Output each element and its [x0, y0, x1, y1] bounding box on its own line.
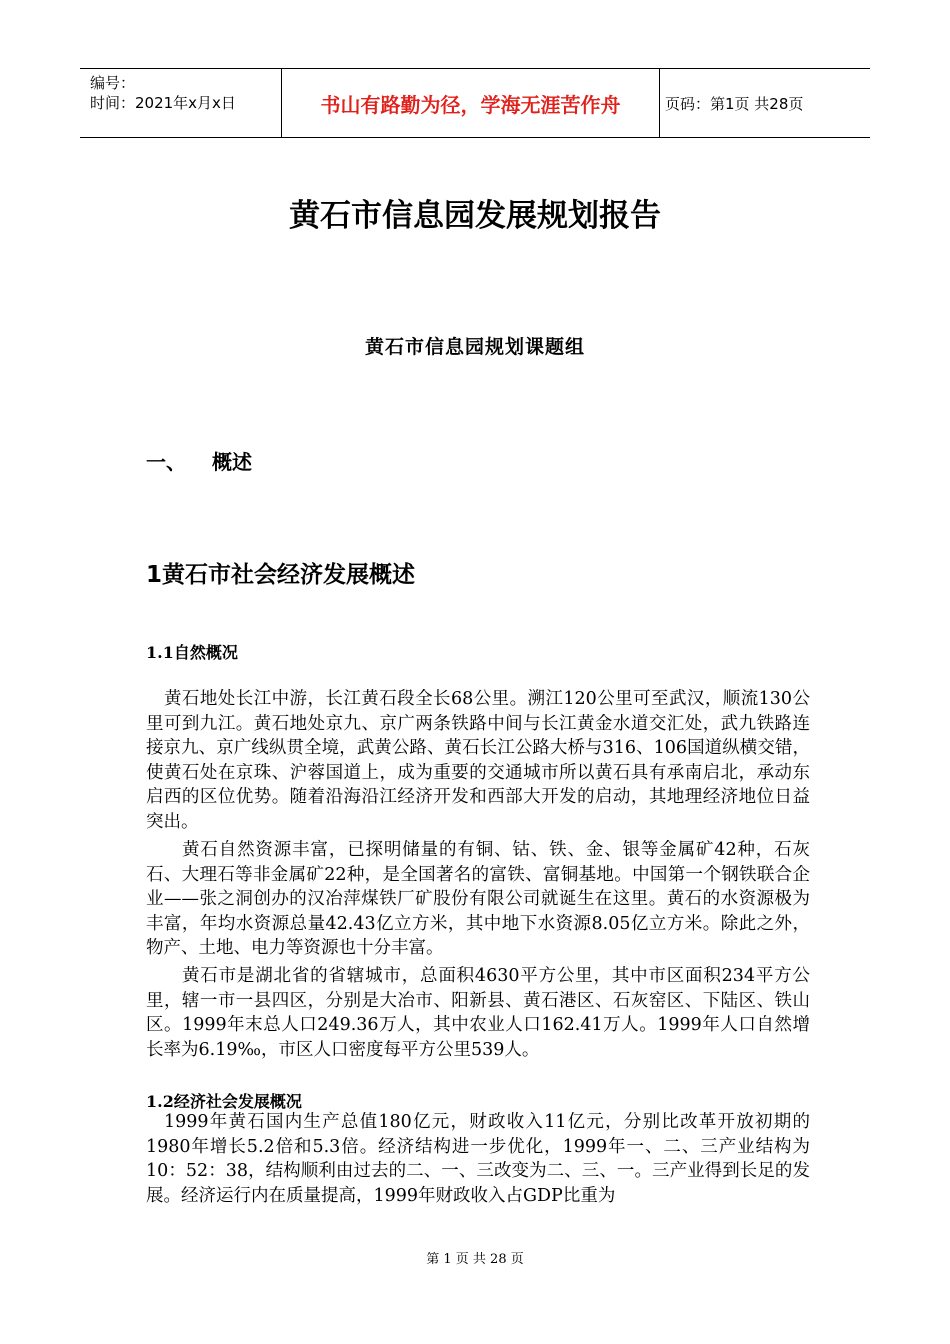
document-header [80, 68, 870, 138]
subsection-heading-1-1: 1.1自然概况 [146, 643, 238, 662]
section-title: 概述 [212, 450, 252, 474]
paragraph: 黄石地处长江中游，长江黄石段全长68公里。溯江120公里可至武汉，顺流130公里可到九江。黄石地处京九、京广两条铁路中间与长江黄金水道交汇处，武九铁路连接京九、京广线纵贯全境，武黄公路、黄石长江公路大桥与316、106国道纵横交错，使黄石处在京珠、沪蓉国道上，成为重要的交通城市所以黄石具有承南启北，承动东启西的区位优势。随着沿海沿江经济开发和西部大开发的启动，其地理经济地位日益突出。 [146, 689, 810, 832]
section-number: 一、 [146, 450, 186, 474]
header-page-label: 页码：第1页 共28页 [665, 94, 804, 113]
document-subtitle: 黄石市信息园规划课题组 [364, 336, 585, 358]
section-heading-1-1: 1黄石市社会经济发展概述 [146, 562, 416, 588]
header-motto: 书山有路勤为径，学海无涯苦作舟 [282, 69, 660, 137]
page-footer: 第 1 页 共 28 页 [426, 1252, 524, 1267]
header-info-cell [80, 69, 282, 137]
subsection-heading-1-2: 1.2经济社会发展概况 [146, 1092, 302, 1111]
section-heading-1 [146, 446, 252, 475]
document-title: 黄石市信息园发展规划报告 [289, 198, 661, 234]
code-label: 编号： [90, 74, 136, 92]
paragraph: 黄石自然资源丰富，已探明储量的有铜、钴、铁、金、银等金属矿42种，石灰石、大理石等非金属矿22种，是全国著名的富铁、富铜基地。中国第一个钢铁联合企业——张之洞创办的汉冶萍煤铁厂矿股份有限公司就诞生在这里。黄石的水资源极为丰富，年均水资源总量42.43亿立方米，其中地下水资源8.05亿立方米。除此之外，物产、土地、电力等资源也十分丰富。 [146, 840, 810, 958]
paragraph: 黄石市是湖北省的省辖城市，总面积4630平方公里，其中市区面积234平方公里，辖一市一县四区，分别是大冶市、阳新县、黄石港区、石灰窑区、下陆区、铁山区。1999年末总人口249.36万人，其中农业人口162.41万人。1999年人口自然增长率为6.19‰，市区人口密度每平方公里539人。 [146, 966, 810, 1060]
paragraph: 1999年黄石国内生产总值180亿元，财政收入11亿元，分别比改革开放初期的1980年增长5.2倍和5.3倍。经济结构进一步优化，1999年一、二、三产业结构为10：52：38，结构顺利由过去的二、一、三改变为二、三、一。三产业得到长足的发展。经济运行内在质量提高，1999年财政收入占GDP比重为 [146, 1112, 810, 1206]
time-label: 时间：2021年x月x日 [90, 94, 236, 112]
